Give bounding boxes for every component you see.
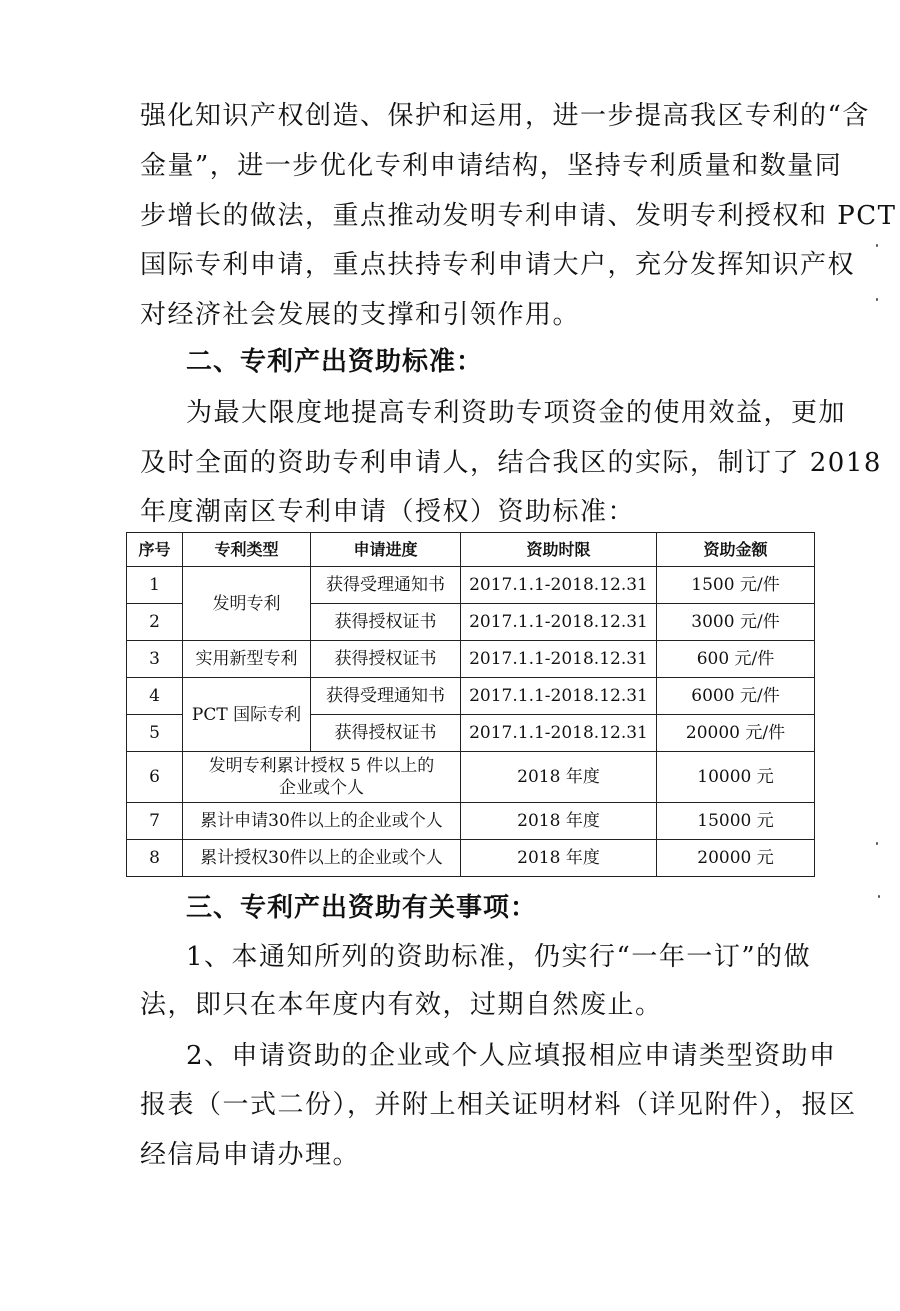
cell-no: 3: [127, 641, 183, 678]
cell-type: 累计授权30件以上的企业或个人: [183, 840, 461, 877]
cell-amount: 3000 元/件: [657, 604, 815, 641]
cell-no: 7: [127, 803, 183, 840]
cell-type: PCT 国际专利: [183, 678, 311, 752]
cell-progress: 获得授权证书: [311, 641, 461, 678]
cell-type: [183, 752, 461, 803]
cell-amount: 20000 元/件: [657, 715, 815, 752]
header-amount: 资助金额: [657, 533, 815, 567]
table-row: [127, 567, 815, 604]
cell-progress: 获得受理通知书: [311, 678, 461, 715]
cell-type: 发明专利: [183, 567, 311, 641]
section3-line: 2、申请资助的企业或个人应填报相应申请类型资助申: [186, 1041, 837, 1071]
cell-type-line: 企业或个人: [279, 778, 364, 798]
intro-line: 步增长的做法，重点推动发明专利申请、发明专利授权和 PCT: [140, 201, 897, 231]
section2-heading: 二、专利产出资助标准：: [186, 347, 484, 377]
cell-no: 1: [127, 567, 183, 604]
intro-line: 对经济社会发展的支撑和引领作用。: [140, 300, 581, 330]
cell-no: 4: [127, 678, 183, 715]
scan-speck: [878, 895, 880, 898]
cell-amount: 20000 元: [657, 840, 815, 877]
cell-period: 2017.1.1-2018.12.31: [461, 567, 657, 604]
scan-speck: [876, 298, 878, 301]
intro-line: 强化知识产权创造、保护和运用，进一步提高我区专利的“含: [140, 101, 870, 131]
cell-progress: 获得授权证书: [311, 604, 461, 641]
table-row: [127, 752, 815, 803]
cell-period: 2017.1.1-2018.12.31: [461, 604, 657, 641]
cell-no: 2: [127, 604, 183, 641]
section2-line: 年度潮南区专利申请（授权）资助标准：: [140, 497, 636, 527]
section2-line: 及时全面的资助专利申请人，结合我区的实际，制订了 2018: [140, 448, 882, 478]
cell-type-line: 发明专利累计授权 5 件以上的: [208, 756, 435, 776]
cell-amount: 1500 元/件: [657, 567, 815, 604]
cell-amount: 15000 元: [657, 803, 815, 840]
header-period: 资助时限: [461, 533, 657, 567]
header-type: 专利类型: [183, 533, 311, 567]
cell-period: 2017.1.1-2018.12.31: [461, 715, 657, 752]
cell-amount: 600 元/件: [657, 641, 815, 678]
table-row: [127, 678, 815, 715]
cell-type: 实用新型专利: [183, 641, 311, 678]
cell-progress: 获得受理通知书: [311, 567, 461, 604]
cell-progress: 获得授权证书: [311, 715, 461, 752]
section2-line: 为最大限度地提高专利资助专项资金的使用效益，更加: [186, 398, 847, 428]
cell-period: 2017.1.1-2018.12.31: [461, 678, 657, 715]
scan-speck: [876, 842, 878, 845]
table-row: [127, 803, 815, 840]
cell-period: 2018 年度: [461, 803, 657, 840]
funding-standard-table: [126, 532, 815, 877]
table-row: [127, 641, 815, 678]
cell-period: 2017.1.1-2018.12.31: [461, 641, 657, 678]
section3-line: 报表（一式二份），并附上相关证明材料（详见附件），报区: [140, 1090, 857, 1120]
cell-period: 2018 年度: [461, 752, 657, 803]
table-row: [127, 840, 815, 877]
cell-type: 累计申请30件以上的企业或个人: [183, 803, 461, 840]
cell-no: 8: [127, 840, 183, 877]
cell-no: 6: [127, 752, 183, 803]
table-header-row: [127, 533, 815, 567]
scan-speck: [876, 244, 878, 247]
cell-period: 2018 年度: [461, 840, 657, 877]
section3-line: 经信局申请办理。: [140, 1140, 361, 1170]
section3-heading: 三、专利产出资助有关事项：: [186, 893, 538, 923]
intro-line: 国际专利申请，重点扶持专利申请大户，充分发挥知识产权: [140, 250, 856, 280]
cell-amount: 10000 元: [657, 752, 815, 803]
header-progress: 申请进度: [311, 533, 461, 567]
cell-no: 5: [127, 715, 183, 752]
section3-line: 1、本通知所列的资助标准，仍实行“一年一订”的做: [186, 942, 812, 972]
section3-line: 法，即只在本年度内有效，过期自然废止。: [140, 990, 663, 1020]
header-no: 序号: [127, 533, 183, 567]
intro-line: 金量”，进一步优化专利申请结构，坚持专利质量和数量同: [140, 151, 843, 181]
cell-amount: 6000 元/件: [657, 678, 815, 715]
